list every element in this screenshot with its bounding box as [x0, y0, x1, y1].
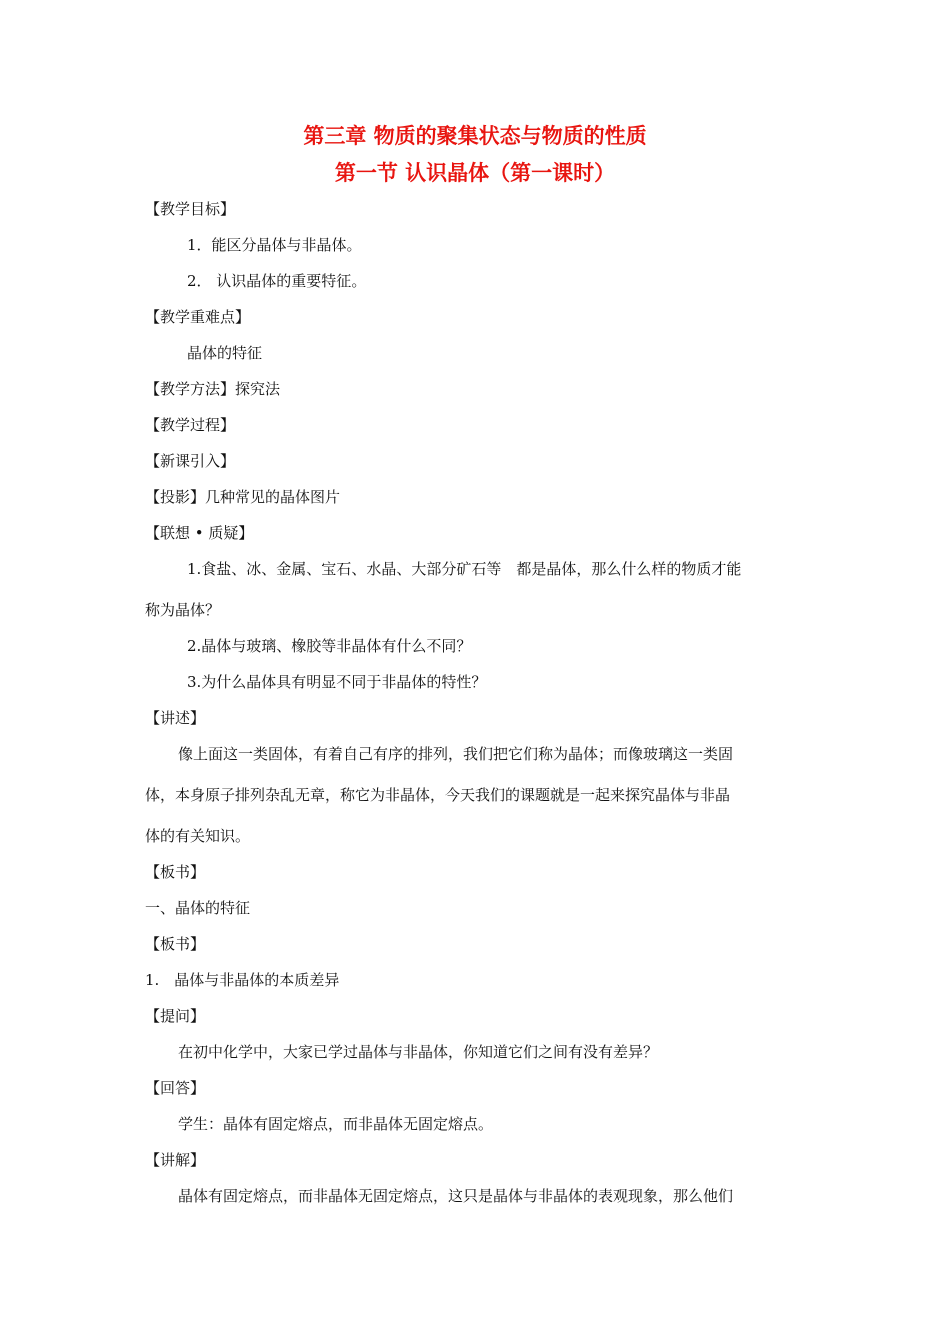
heading-think-question: 【联想 • 质疑】 [145, 524, 254, 542]
heading-teaching-goals: 【教学目标】 [145, 200, 236, 218]
section-crystal-features: 一、晶体的特征 [145, 899, 251, 917]
heading-lesson-intro: 【新课引入】 [145, 452, 236, 470]
goal-item-1: 1．能区分晶体与非晶体。 [187, 236, 362, 254]
narration-line-1: 像上面这一类固体，有着自己有序的排列，我们把它们称为晶体；而像玻璃这一类固 [178, 745, 734, 763]
subsection-essential-difference: 1. 晶体与非晶体的本质差异 [145, 971, 340, 989]
question-1-line-1: 1.食盐、冰、金属、宝石、水晶、大部分矿石等 都是晶体，那么什么样的物质才能 [187, 560, 742, 578]
question-1-line-2: 称为晶体？ [145, 601, 221, 619]
narration-line-2: 体，本身原子排列杂乱无章，称它为非晶体，今天我们的课题就是一起来探究晶体与非晶 [145, 786, 731, 804]
answer-text: 学生：晶体有固定熔点，而非晶体无固定熔点。 [178, 1115, 494, 1133]
heading-key-points: 【教学重难点】 [145, 308, 251, 326]
heading-narration: 【讲述】 [145, 709, 206, 727]
heading-blackboard-2: 【板书】 [145, 935, 206, 953]
projection-line: 【投影】几种常见的晶体图片 [145, 488, 341, 506]
key-point-text: 晶体的特征 [187, 344, 263, 362]
section-title: 第一节 认识晶体（第一课时） [334, 161, 616, 185]
heading-explanation: 【讲解】 [145, 1151, 206, 1169]
question-2: 2.晶体与玻璃、橡胶等非晶体有什么不同？ [187, 637, 472, 655]
question-3: 3.为什么晶体具有明显不同于非晶体的特性？ [187, 673, 487, 691]
heading-teaching-process: 【教学过程】 [145, 416, 236, 434]
goal-item-2: 2． 认识晶体的重要特征。 [187, 272, 367, 290]
heading-blackboard-1: 【板书】 [145, 863, 206, 881]
explanation-text: 晶体有固定熔点，而非晶体无固定熔点，这只是晶体与非晶体的表观现象，那么他们 [178, 1187, 734, 1205]
question-text: 在初中化学中，大家已学过晶体与非晶体，你知道它们之间有没有差异？ [178, 1043, 659, 1061]
heading-question: 【提问】 [145, 1007, 206, 1025]
heading-teaching-method: 【教学方法】探究法 [145, 380, 281, 398]
chapter-title: 第三章 物质的聚集状态与物质的性质 [303, 124, 647, 148]
heading-answer: 【回答】 [145, 1079, 206, 1097]
narration-line-3: 体的有关知识。 [145, 827, 251, 845]
